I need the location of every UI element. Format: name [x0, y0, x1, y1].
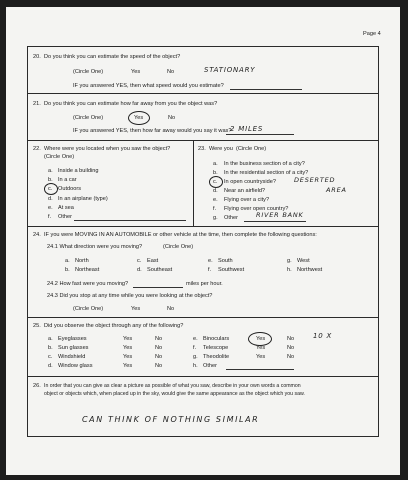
- q21-followup: IF you answered YES, then how far away would you say it was?: [73, 128, 232, 134]
- q22-option-letter: d.: [48, 196, 53, 202]
- q25-option-label: Binoculars: [203, 336, 230, 342]
- direction-letter: b.: [65, 267, 70, 273]
- q20-question: Do you think you can estimate the speed of the object?: [44, 54, 181, 60]
- q23-option-label[interactable]: Flying over open country?: [224, 206, 289, 212]
- q23-other-line: [244, 221, 306, 222]
- divider: [27, 317, 378, 318]
- q25-option-letter: g.: [193, 354, 198, 360]
- q25-option-letter: h.: [193, 363, 198, 369]
- q21-no[interactable]: No: [168, 115, 176, 121]
- divider: [193, 140, 194, 226]
- q21-circle-hint: (Circle One): [73, 115, 104, 121]
- q21-yes-circled-mark: [128, 111, 150, 125]
- direction-letter: c.: [137, 258, 142, 264]
- direction-option[interactable]: South: [218, 258, 233, 264]
- q22-other-line: [74, 220, 186, 221]
- q25-yes[interactable]: Yes: [256, 354, 266, 360]
- q25-no[interactable]: No: [155, 345, 163, 351]
- q23-option-letter: c.: [213, 179, 218, 185]
- q22-option-label[interactable]: At sea: [58, 205, 74, 211]
- q22-option-label[interactable]: Inside a building: [58, 168, 99, 174]
- q22-option-label[interactable]: In a car: [58, 177, 77, 183]
- q22-option-letter: f.: [48, 214, 52, 220]
- direction-option[interactable]: Northwest: [297, 267, 323, 273]
- q25-option-letter: e.: [193, 336, 198, 342]
- direction-letter: g.: [287, 258, 292, 264]
- direction-option[interactable]: Southeast: [147, 267, 173, 273]
- q25-no[interactable]: No: [155, 354, 163, 360]
- q22-option-letter: c.: [48, 186, 53, 192]
- q20-no[interactable]: No: [167, 69, 175, 75]
- q25-option-label: Eyeglasses: [58, 336, 87, 342]
- q23-option-label[interactable]: Near an airfield?: [224, 188, 266, 194]
- q22-question: Where were you located when you saw the object?: [44, 146, 171, 152]
- q26-number: 26.: [33, 383, 41, 389]
- q24-1-circle-hint: (Circle One): [163, 244, 194, 250]
- q25-option-label: Sun glasses: [58, 345, 89, 351]
- q23-question: Were you: [209, 146, 233, 152]
- q21-question: Do you think you can estimate how far away from you the object was?: [44, 101, 218, 107]
- q23-option-letter: d.: [213, 188, 218, 194]
- q25-option-label: Window glass: [58, 363, 93, 369]
- divider: [27, 140, 378, 141]
- q22-c-circled-mark: [44, 183, 58, 195]
- q25-yes[interactable]: Yes: [123, 354, 133, 360]
- q24-2-question: 24.2 How fast were you moving?: [47, 281, 129, 287]
- q20-followup: IF you answered YES, then what speed would you estimate?: [73, 83, 224, 89]
- direction-letter: f.: [208, 267, 212, 273]
- q25-option-letter: b.: [48, 345, 53, 351]
- divider: [27, 376, 378, 377]
- q22-option-letter: b.: [48, 177, 53, 183]
- q25-option-letter: d.: [48, 363, 53, 369]
- q25-option-letter: f.: [193, 345, 197, 351]
- q24-question: IF you were MOVING IN AN AUTOMOBILE or other vehicle at the time, then complete the following questions:: [44, 232, 317, 238]
- q25-option-label: Other: [203, 363, 217, 369]
- q26-question-line1: In order that you can give as clear a picture as possible of what you saw, describe in your own words a common: [44, 383, 301, 389]
- q26-question-line2: object or objects which, when placed up in the sky, would give the same appearance as the object which you saw.: [44, 391, 305, 397]
- direction-option[interactable]: Southwest: [218, 267, 245, 273]
- q25-other-line: [226, 369, 294, 370]
- q21-yes[interactable]: Yes: [134, 115, 144, 121]
- q21-answer-line: [226, 134, 294, 135]
- q25-question: Did you observe the object through any of the following?: [44, 323, 184, 329]
- direction-option[interactable]: Northeast: [75, 267, 100, 273]
- q26-handwritten-answer: CAN THINK OF NOTHING SIMILAR: [82, 415, 260, 424]
- speed-line: [133, 287, 183, 288]
- q20-answer-line: [230, 89, 302, 90]
- q25-no[interactable]: No: [287, 336, 295, 342]
- q24-3-question: 24.3 Did you stop at any time while you were looking at the object?: [47, 293, 213, 299]
- q23-option-label[interactable]: In open countryside?: [224, 179, 276, 185]
- q25-option-letter: c.: [48, 354, 53, 360]
- q23-handwritten-g: RIVER BANK: [256, 211, 304, 219]
- q25-no[interactable]: No: [287, 354, 295, 360]
- q23-handwritten-c2: AREA: [326, 186, 347, 194]
- q25-option-label: Windshield: [58, 354, 86, 360]
- q22-circle-hint: (Circle One): [44, 154, 75, 160]
- q25-no[interactable]: No: [287, 345, 295, 351]
- direction-option[interactable]: East: [147, 258, 159, 264]
- q25-yes[interactable]: Yes: [123, 363, 133, 369]
- q25-yes[interactable]: Yes: [256, 336, 266, 342]
- q23-option-letter: a.: [213, 161, 218, 167]
- q22-number: 22.: [33, 146, 41, 152]
- q23-option-label[interactable]: Other: [224, 215, 238, 221]
- q25-number: 25.: [33, 323, 41, 329]
- q22-option-label[interactable]: In an airplane (type): [58, 196, 108, 202]
- q24-3-no[interactable]: No: [167, 306, 175, 312]
- divider: [27, 93, 378, 94]
- direction-option[interactable]: West: [297, 258, 310, 264]
- direction-letter: e.: [208, 258, 213, 264]
- q24-3-circle-hint: (Circle One): [73, 306, 104, 312]
- q22-option-label[interactable]: Other: [58, 214, 72, 220]
- q25-no[interactable]: No: [155, 363, 163, 369]
- direction-letter: h.: [287, 267, 292, 273]
- q22-option-letter: e.: [48, 205, 53, 211]
- divider: [27, 226, 378, 227]
- direction-letter: d.: [137, 267, 142, 273]
- direction-option[interactable]: North: [75, 258, 89, 264]
- q23-option-letter: b.: [213, 170, 218, 176]
- q24-1-question: 24.1 What direction were you moving?: [47, 244, 143, 250]
- q21-number: 21.: [33, 101, 41, 107]
- q23-option-letter: f.: [213, 206, 217, 212]
- q22-option-label[interactable]: Outdoors: [58, 186, 82, 192]
- direction-letter: a.: [65, 258, 70, 264]
- page-number: Page 4: [363, 31, 381, 37]
- q25-handwritten-e: 10 X: [313, 332, 333, 340]
- q25-yes[interactable]: Yes: [123, 336, 133, 342]
- q20-number: 20.: [33, 54, 41, 60]
- q21-handwritten-answer: 2 MILES: [230, 125, 264, 133]
- q25-no[interactable]: No: [155, 336, 163, 342]
- q24-number: 24.: [33, 232, 41, 238]
- q22-option-letter: a.: [48, 168, 53, 174]
- q23-c-circled-mark: [209, 176, 223, 188]
- q23-option-label[interactable]: In the residential section of a city?: [224, 170, 309, 176]
- q20-yes[interactable]: Yes: [131, 69, 141, 75]
- q20-circle-hint: (Circle One): [73, 69, 104, 75]
- q25-option-label: Theodolite: [203, 354, 230, 360]
- q23-circle-hint: (Circle One): [236, 146, 267, 152]
- q25-yes[interactable]: Yes: [123, 345, 133, 351]
- q25-option-label: Telescope: [203, 345, 229, 351]
- q25-e-yes-circled-mark: [248, 332, 272, 346]
- q23-option-label[interactable]: Flying over a city?: [224, 197, 270, 203]
- q23-option-label[interactable]: In the business section of a city?: [224, 161, 305, 167]
- q25-option-letter: a.: [48, 336, 53, 342]
- q20-handwritten-answer: STATIONARY: [204, 66, 256, 74]
- q25-yes[interactable]: Yes: [256, 345, 266, 351]
- q23-handwritten-c: DESERTED: [294, 176, 336, 184]
- q23-option-letter: g.: [213, 215, 218, 221]
- q23-number: 23.: [198, 146, 206, 152]
- q23-option-letter: e.: [213, 197, 218, 203]
- q24-2-suffix: miles per hour.: [186, 281, 223, 287]
- q24-3-yes[interactable]: Yes: [131, 306, 141, 312]
